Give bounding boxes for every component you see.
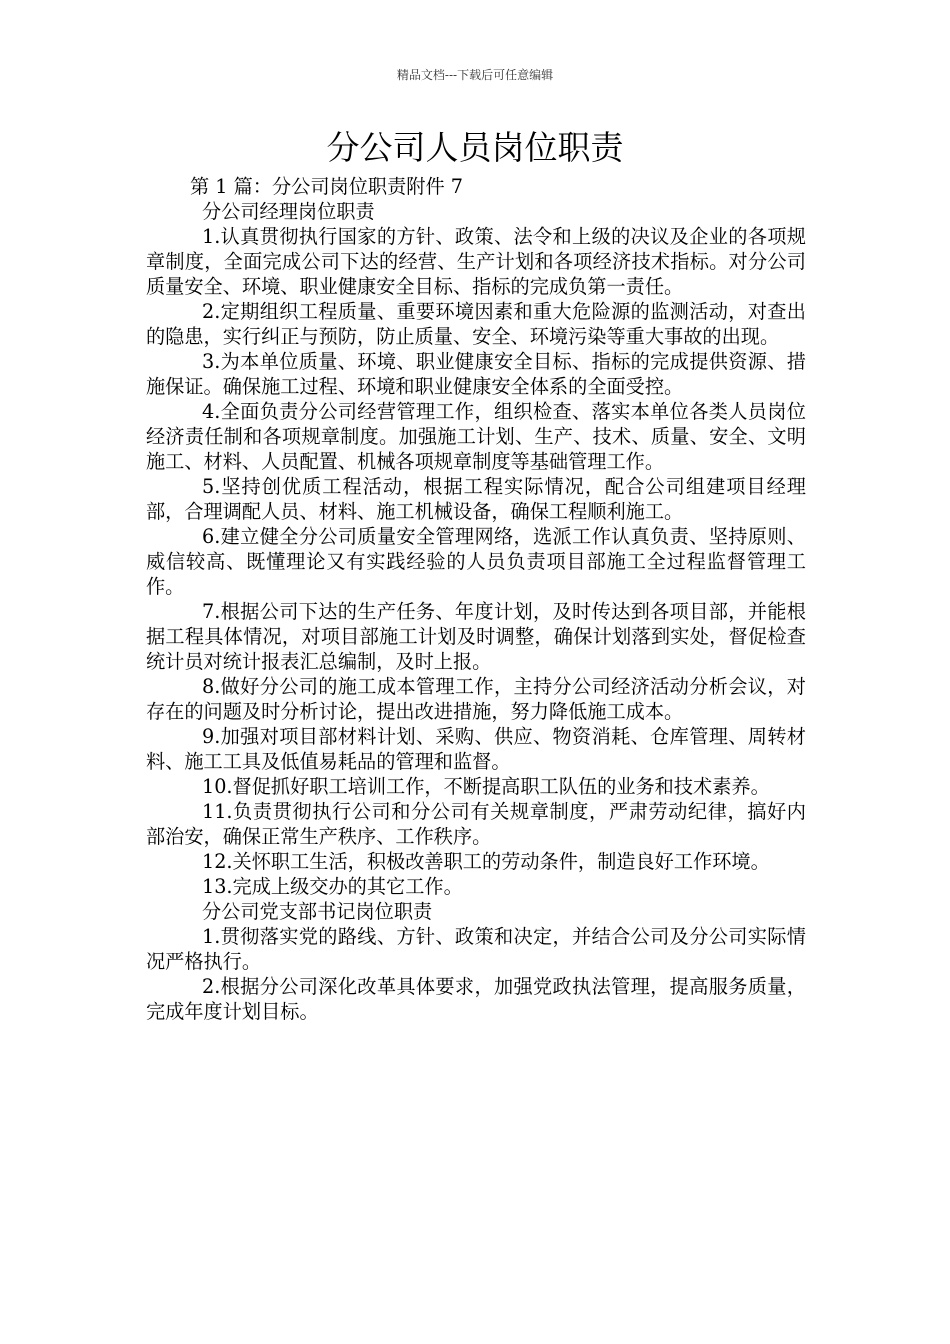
subtitle: 第 1 篇：分公司岗位职责附件 7	[190, 175, 463, 198]
paragraph: 2.定期组织工程质量、重要环境因素和重大危险源的监测活动，对查出的隐患，实行纠正与预防，防止质量、安全、环境污染等重大事故的出现。	[146, 300, 806, 348]
paragraph: 7.根据公司下达的生产任务、年度计划，及时传达到各项目部，并能根据工程具体情况，对项目部施工计划及时调整，确保计划落到实处，督促检查统计员对统计报表汇总编制，及时上报。	[146, 600, 806, 673]
paragraph: 13.完成上级交办的其它工作。	[202, 875, 463, 898]
paragraph: 9.加强对项目部材料计划、采购、供应、物资消耗、仓库管理、周转材料、施工工具及低值易耗品的管理和监督。	[146, 725, 806, 773]
paragraph: 4.全面负责分公司经营管理工作，组织检查、落实本单位各类人员岗位经济责任制和各项规章制度。加强施工计划、生产、技术、质量、安全、文明施工、材料、人员配置、机械各项规章制度等基础管理工作。	[146, 400, 806, 473]
paragraph: 1.认真贯彻执行国家的方针、政策、法令和上级的决议及企业的各项规章制度，全面完成公司下达的经营、生产计划和各项经济技术指标。对分公司质量安全、环境、职业健康安全目标、指标的完成负第一责任。	[146, 225, 806, 298]
paragraph: 5.坚持创优质工程活动，根据工程实际情况，配合公司组建项目经理部，合理调配人员、材料、施工机械设备，确保工程顺利施工。	[146, 475, 806, 523]
header-note: 精品文档---下载后可任意编辑	[396, 68, 554, 82]
paragraph: 6.建立健全分公司质量安全管理网络，选派工作认真负责、坚持原则、威信较高、既懂理论又有实践经验的人员负责项目部施工全过程监督管理工作。	[146, 525, 806, 598]
paragraph: 10.督促抓好职工培训工作，不断提高职工队伍的业务和技术素养。	[202, 775, 770, 798]
page-title: 分公司人员岗位职责	[326, 128, 624, 167]
paragraph: 11.负责贯彻执行公司和分公司有关规章制度，严肃劳动纪律，搞好内部治安，确保正常生产秩序、工作秩序。	[146, 800, 806, 848]
paragraph: 2.根据分公司深化改革具体要求，加强党政执法管理，提高服务质量，完成年度计划目标。	[146, 975, 806, 1023]
paragraph: 8.做好分公司的施工成本管理工作，主持分公司经济活动分析会议，对存在的问题及时分析讨论，提出改进措施，努力降低施工成本。	[146, 675, 806, 723]
section-heading-party-secretary: 分公司党支部书记岗位职责	[202, 900, 433, 923]
document-body	[146, 174, 806, 1024]
section-heading-manager: 分公司经理岗位职责	[202, 200, 375, 223]
paragraph: 3.为本单位质量、环境、职业健康安全目标、指标的完成提供资源、措施保证。确保施工过程、环境和职业健康安全体系的全面受控。	[146, 350, 806, 398]
paragraph: 1.贯彻落实党的路线、方针、政策和决定，并结合公司及分公司实际情况严格执行。	[146, 925, 806, 973]
paragraph: 12.关怀职工生活，积极改善职工的劳动条件，制造良好工作环境。	[202, 850, 770, 873]
